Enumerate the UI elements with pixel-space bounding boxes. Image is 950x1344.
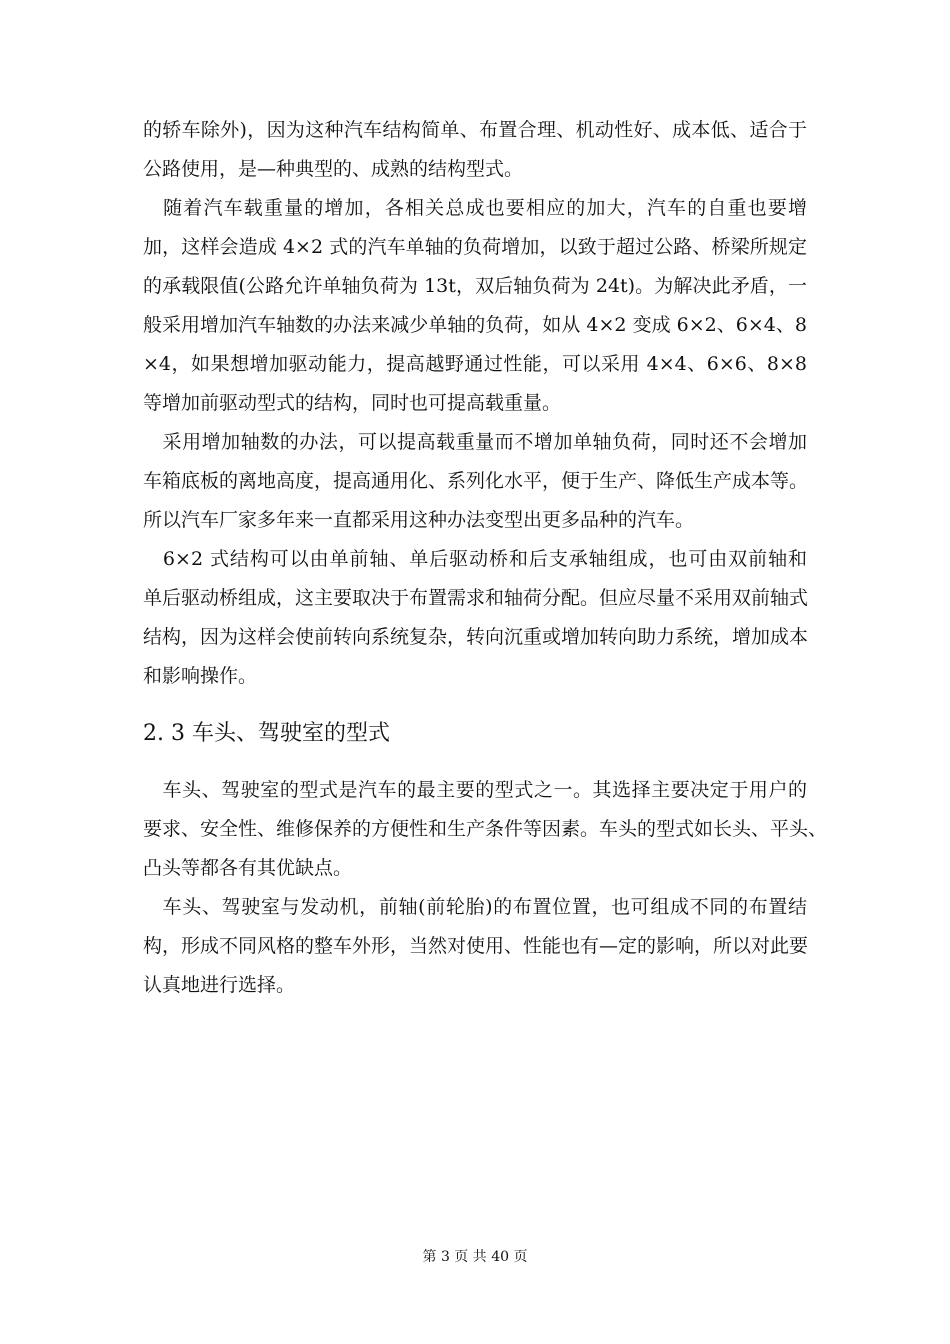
section-heading: 2. 3 车头、驾驶室的型式 xyxy=(143,721,390,746)
text-line: 车箱底板的离地高度，提高通用化、系列化水平，便于生产、降低生产成本等。 xyxy=(143,470,809,492)
text-line: 等增加前驱动型式的结构，同时也可提高载重量。 xyxy=(143,392,562,414)
text-line: 结构，因为这样会使前转向系统复杂，转向沉重或增加转向助力系统，增加成本 xyxy=(143,626,809,648)
text-line: 和影响操作。 xyxy=(143,665,258,687)
text-line: 公路使用，是—种典型的、成熟的结构型式。 xyxy=(143,158,524,180)
paragraph-5 xyxy=(143,771,828,888)
text-line: 的轿车除外)，因为这种汽车结构简单、布置合理、机动性好、成本低、适合于 xyxy=(143,119,807,141)
text-line: 所以汽车厂家多年来一直都采用这种办法变型出更多品种的汽车。 xyxy=(143,509,695,531)
paragraph-3 xyxy=(143,423,807,540)
paragraph-1 xyxy=(143,111,807,189)
document-body xyxy=(143,111,828,1005)
text-line: 车头、驾驶室与发动机，前轴(前轮胎)的布置位置，也可组成不同的布置结 xyxy=(143,896,807,918)
text-line: 车头、驾驶室的型式是汽车的最主要的型式之一。其选择主要决定于用户的 xyxy=(143,779,807,801)
paragraph-4 xyxy=(143,540,807,696)
text-line: 的承载限值(公路允许单轴负荷为 13t，双后轴负荷为 24t)。为解决此矛盾，一 xyxy=(143,275,807,297)
text-line: 6×2 式结构可以由单前轴、单后驱动桥和后支承轴组成，也可由双前轴和 xyxy=(143,548,807,570)
text-line: ×4，如果想增加驱动能力，提高越野通过性能，可以采用 4×4、6×6、8×8 xyxy=(143,353,807,375)
page-footer: 第 3 页 共 40 页 xyxy=(422,1249,528,1265)
text-line: 加，这样会造成 4×2 式的汽车单轴的负荷增加，以致于超过公路、桥梁所规定 xyxy=(143,236,807,258)
text-line: 凸头等都各有其优缺点。 xyxy=(143,857,353,879)
paragraph-6 xyxy=(143,888,807,1005)
text-line: 采用增加轴数的办法，可以提高载重量而不增加单轴负荷，同时还不会增加 xyxy=(143,431,807,453)
text-line: 般采用增加汽车轴数的办法来减少单轴的负荷，如从 4×2 变成 6×2、6×4、8 xyxy=(143,314,807,336)
text-line: 单后驱动桥组成，这主要取决于布置需求和轴荷分配。但应尽量不采用双前轴式 xyxy=(143,587,809,609)
text-line: 认真地进行选择。 xyxy=(143,974,296,996)
text-line: 构，形成不同风格的整车外形，当然对使用、性能也有—定的影响，所以对此要 xyxy=(143,935,809,957)
text-line: 要求、安全性、维修保养的方便性和生产条件等因素。车头的型式如长头、平头、 xyxy=(143,818,828,840)
text-line: 随着汽车载重量的增加，各相关总成也要相应的加大，汽车的自重也要增 xyxy=(143,197,807,219)
paragraph-2 xyxy=(143,189,807,423)
